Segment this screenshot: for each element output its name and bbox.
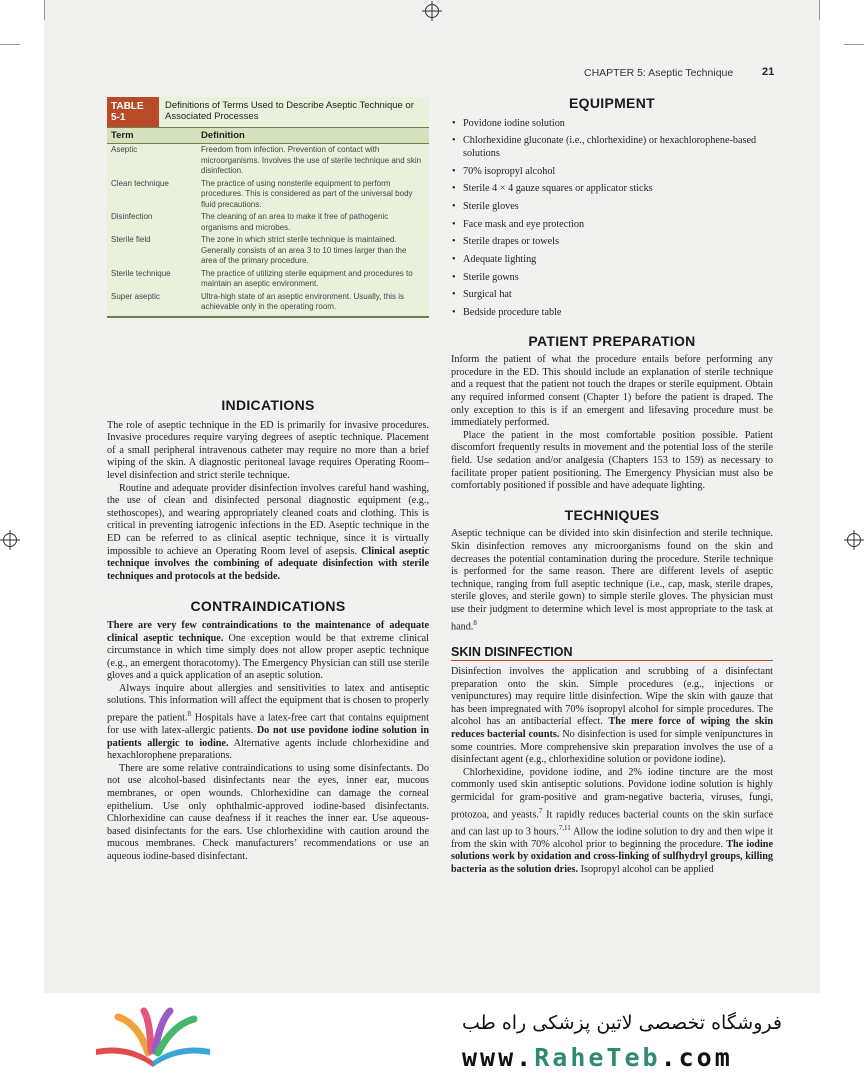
paragraph: Disinfection involves the application and scrubbing of a disinfectant preparation onto the skin. Simple procedures (e.g., injections or venipunctures) may require little disinfection. Wipe the skin with gauze that has been impregnated with 70% isopropyl alcohol for simple procedures. The alcohol has an antibacterial effect. The mere force of wiping the skin reduces bacterial counts. No disinfection is used for simple venipunctures in some countries. More comprehensive skin preparation involves the use of a disinfectant agent (e.g., chlorhexidine solution or povidone iodine). bbox=[451, 666, 773, 766]
table-row bbox=[107, 234, 429, 268]
term-cell: Disinfection bbox=[111, 212, 153, 221]
registration-mark-icon bbox=[3, 533, 17, 547]
paragraph: There are some relative contraindications to using some disinfectants. Do not use alcohol-based disinfectants near the eyes, inner ear, mucous membranes, or open wounds. Chlorhexidine can damage the corneal epithelium. Use only ophthalmic-approved iodine-based disinfectants. Chlorhexidine can cause deafness if it reaches the inner ear. Use aqueous-based disinfectants for the ears. Use chlorhexidine with caution around the mucous membranes. Check manufacturers’ recommendations or use an aqueous iodine-based disinfectant. bbox=[107, 762, 429, 862]
term-cell: Sterile field bbox=[111, 235, 151, 244]
list-item: • Bedside procedure table bbox=[451, 307, 773, 320]
column-definition: Definition bbox=[201, 130, 245, 141]
definitions-table bbox=[107, 97, 429, 318]
term-cell: Aseptic bbox=[111, 145, 138, 154]
definition-cell: The practice of utilizing sterile equipment and procedures to maintain an aseptic environment. bbox=[201, 268, 413, 288]
shop-url: www.RaheTeb.com bbox=[462, 1043, 733, 1072]
equipment-heading: EQUIPMENT bbox=[569, 95, 655, 111]
techniques-heading: TECHNIQUES bbox=[564, 506, 660, 523]
definition-cell: The zone in which strict sterile technique is maintained. Generally consists of an area 3 to 10 times larger than the area of the primary procedure. bbox=[201, 235, 407, 265]
paragraph: There are very few contraindications to the maintenance of adequate clinical aseptic technique. One exception would be that extreme clinical circumstance in which time simply does not allow proper aseptic technique (e.g., an emergent thoracotomy). The Emergency Physician can still use sterile gloves and a quick application of an aseptic solution. bbox=[107, 619, 429, 682]
term-cell: Sterile technique bbox=[111, 268, 171, 278]
list-item: • Povidone iodine solution bbox=[451, 118, 773, 131]
right-column bbox=[451, 97, 773, 876]
table-row bbox=[107, 268, 429, 291]
table-tag: TABLE 5-1 bbox=[107, 97, 159, 127]
skin-disinfection-heading: SKIN DISINFECTION bbox=[451, 646, 773, 662]
definition-cell: Ultra-high state of an aseptic environment. Usually, this is achievable only in the operating room. bbox=[201, 291, 405, 311]
list-item: • Surgical hat bbox=[451, 289, 773, 302]
paragraph: Aseptic technique can be divided into skin disinfection and sterile technique. Skin disinfection removes any microorganisms found on the skin and decreases the potential contamination during the procedure. Sterile technique is performed for the same reason. There are different levels of aseptic technique, ranging from full aseptic technique (i.e., cap, mask, sterile drapes, sterile gloves, and sterile gown) to simple sterile gloves. The physician must use their judgment to determine which level is most appropriate to the task at hand.$^8$ bbox=[451, 528, 773, 632]
crop-mark bbox=[844, 44, 864, 45]
crop-mark bbox=[819, 0, 820, 20]
left-column bbox=[107, 399, 429, 864]
paragraph: Inform the patient of what the procedure entails before performing any procedure in the ED. This should include an explanation of sterile technique and a request that the patient not touch the drapes or sterile equipment. Obtain any required informed consent (Chapter 1) before the patient is draped. The only exception to this is if an emergent and lifesaving procedure must be immediately performed. bbox=[451, 354, 773, 429]
paragraph: Always inquire about allergies and sensitivities to latex and antiseptic solutions. This information will affect the equipment that is chosen to properly prepare the patient.$^8$ Hospitals have a latex-free cart that contains equipment for use with latex-allergic patients. Do not use povidone iodine solution in patients allergic to iodine. Alternative agents include chlorhexidine and hexachlorophene preparations. bbox=[107, 682, 430, 762]
list-item: • Sterile drapes or towels bbox=[451, 236, 773, 249]
table-row bbox=[107, 178, 429, 212]
definition-cell: The cleaning of an area to make it free of pathogenic organisms and microbes. bbox=[201, 212, 389, 232]
book-logo-icon bbox=[88, 1003, 218, 1073]
crop-mark bbox=[44, 0, 45, 20]
paragraph: Chlorhexidine, povidone iodine, and 2% iodine tincture are the most commonly used skin antiseptic solutions. Povidone iodine solution is highly germicidal for gram-positive and gram-negative bacteria, viruses, fungi, protozoa, and yeasts.$^7$ It rapidly reduces bacterial counts on the skin surface and can last up to 3 hours.$^{7,11}$ Allow the iodine solution to dry and then wipe it from the skin with 70% alcohol prior to beginning the procedure. The iodine solutions work by oxidation and cross-linking of sulfhydryl groups, killing bacteria as the solution dries. Isopropyl alcohol can be applied bbox=[451, 766, 773, 875]
column-term: Term bbox=[111, 130, 134, 141]
list-item: • 70% isopropyl alcohol bbox=[451, 166, 773, 179]
watermark-footer bbox=[0, 993, 864, 1080]
paragraph: Routine and adequate provider disinfection involves careful hand washing, the use of clean and disinfected personal diagnostic equipment (e.g., stethoscopes), and wearing appropriately cleaned coats and clothing. This is critical in preventing iatrogenic infections in the ED. Aseptic technique in the ED can be referred to as clinical aseptic technique, since it is virtually impossible to achieve an Operating Room level of asepsis. Clinical aseptic technique involves the combining of adequate disinfection with sterile techniques and protocols at the bedside. bbox=[107, 482, 430, 582]
indications-heading: INDICATIONS bbox=[221, 397, 315, 413]
definition-cell: Freedom from infection. Prevention of contact with microorganisms. Involves the use of sterile technique and skin disinfection. bbox=[201, 145, 422, 175]
term-cell: Super aseptic bbox=[111, 291, 160, 301]
list-item: • Sterile gloves bbox=[451, 201, 773, 214]
table-header bbox=[107, 97, 429, 127]
registration-mark-icon bbox=[425, 4, 439, 18]
list-item: • Face mask and eye protection bbox=[451, 219, 773, 232]
patient-preparation-heading: PATIENT PREPARATION bbox=[528, 332, 696, 349]
shop-name: فروشگاه تخصصی لاتین پزشکی راه طب bbox=[462, 1012, 782, 1034]
paragraph: The role of aseptic technique in the ED is primarily for invasive procedures. Invasive procedures require varying degrees of aseptic technique. Placement of a small peripheral intravenous catheter may require no more than a brief wiping of the skin. A diagnostic peritoneal lavage requires Operating Room–level disinfection and strict sterile technique. bbox=[107, 419, 429, 481]
contraindications-heading: CONTRAINDICATIONS bbox=[190, 598, 346, 615]
table-column-headers bbox=[107, 127, 429, 144]
definition-cell: The practice of using nonsterile equipment to perform procedures. This is considered as part of the universal body fluid precautions. bbox=[201, 178, 413, 209]
equipment-list bbox=[451, 118, 773, 320]
list-item: • Chlorhexidine gluconate (i.e., chlorhexidine) or hexachlorophene-based solutions bbox=[451, 135, 773, 160]
list-item: • Adequate lighting bbox=[451, 254, 773, 267]
running-head: CHAPTER 5: Aseptic Technique bbox=[584, 67, 734, 79]
table-title: Definitions of Terms Used to Describe Aseptic Technique or Associated Processes bbox=[165, 100, 414, 122]
table-row bbox=[107, 291, 429, 316]
page-number: 21 bbox=[762, 66, 775, 78]
registration-mark-icon bbox=[847, 533, 861, 547]
crop-mark bbox=[0, 44, 20, 45]
table-row bbox=[107, 144, 429, 178]
list-item: • Sterile 4 × 4 gauze squares or applicator sticks bbox=[451, 183, 773, 196]
paragraph: Place the patient in the most comfortable position possible. Patient discomfort frequently results in movement and the potential loss of the sterile field. Use sedation and/or analgesia (Chapters 153 to 159) as necessary to facilitate proper patient positioning. The Emergency Physician must also be comfortably positioned if possible and have adequate lighting. bbox=[451, 429, 773, 492]
list-item: • Sterile gowns bbox=[451, 272, 773, 285]
term-cell: Clean technique bbox=[111, 178, 169, 188]
table-row bbox=[107, 211, 429, 234]
